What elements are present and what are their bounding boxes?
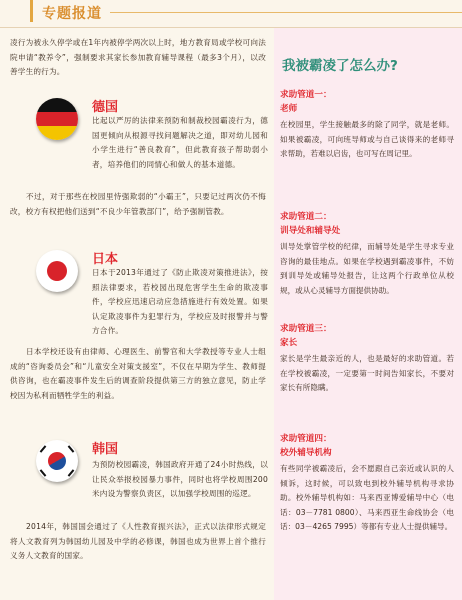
header-accent-bar — [30, 0, 33, 22]
sidebar-title: 我被霸凌了怎么办? — [282, 58, 398, 74]
japan-flag-icon — [36, 250, 78, 292]
korea-paragraph-2: 2014年，韩国国会通过了《人性教育振兴法》，正式以法律形式规定将人文教育列为韩国幼儿园及中学的必修课，韩国也成为世界上首个推行义务人文教育的国家。 — [10, 522, 266, 561]
channel-1-heading: 老师 — [280, 104, 298, 114]
korea-paragraph-1: 为预防校园霸凌，韩国政府开通了24小时热线，以让民众举报校园暴力事件，同时也将学校周围200米内设为警察负责区，以加强学校周围的巡逻。 — [92, 460, 268, 499]
japan-heading: 日本 — [92, 252, 119, 267]
intro-paragraph: 凌行为被永久停学或在1年内被停学两次以上时，地方教育局或学校可向法院申请“教养令”，强制要求其家长参加教育辅导课程（最多3个月），以改善学生的行为。 — [10, 38, 266, 77]
channel-4-heading: 校外辅导机构 — [280, 448, 332, 458]
korea-heading: 韩国 — [92, 442, 119, 457]
korea-flag-icon — [36, 440, 78, 482]
header-title: 专题报道 — [42, 6, 102, 22]
channel-2-text: 训导处掌管学校的纪律，而辅导处是学生寻求专业咨询的最佳地点。如果在学校遇到霸凌事件，不妨到训导处或辅导处报告，让这两个行政单位从校规，或从心灵辅导方面提供协助。 — [280, 242, 454, 295]
channel-2-heading: 训导处和辅导处 — [280, 226, 341, 236]
germany-heading: 德国 — [92, 100, 119, 115]
germany-paragraph-2: 不过，对于那些在校园里恃强欺弱的“小霸王”，只要记过两次仍不悔改，校方有权把他们送到“不良少年管教部门”，给予强制管教。 — [10, 192, 266, 216]
japan-paragraph-2: 日本学校还设有由律师、心理医生、前警官和大学教授等专业人士组成的“咨询委员会”和“儿童安全对策支援室”，不仅在早期为学生、教师提供咨询，也在霸凌事件发生后的调查阶段提供第三方的独立意见，防止学校因为私利而牺牲学生的利益。 — [10, 347, 266, 400]
channel-3-label: 求助管道三： — [280, 324, 332, 334]
section-header — [0, 0, 462, 28]
channel-3-text: 家长是学生最亲近的人，也是最好的求助管道。若在学校被霸凌，一定要第一时间告知家长，不要对家长有所隐瞒。 — [280, 354, 454, 393]
channel-4-text: 有些同学被霸凌后，会不愿跟自己亲近或认识的人倾诉，这时候，可以致电到校外辅导机构寻求协助。校外辅导机构如：马来西亚博爱辅导中心（电话：03－7781 0800）、马来西亚生命线协会（电话：03－4265 7995）等都有专业人士提供辅导。 — [280, 464, 454, 532]
channel-2-label: 求助管道二： — [280, 212, 332, 222]
germany-paragraph-1: 比起以严厉的法律来预防和制裁校园霸凌行为，德国更倾向从根源寻找问题解决之道，即对幼儿园和小学生进行“善良教育”，但此教育孩子帮助弱小者，培养他们的同情心和做人的基本道德。 — [92, 116, 268, 169]
header-divider — [110, 12, 462, 13]
japan-paragraph-1: 日本于2013年通过了《防止欺凌对策推进法》，按照法律要求，若校园出现危害学生生命的欺凌事件，学校应迅速启动应急措施进行有效处置。如果认定欺凌事件为犯罪行为，学校应及时报警并与警方合作。 — [92, 268, 268, 336]
channel-1-label: 求助管道一： — [280, 90, 332, 100]
channel-4-label: 求助管道四： — [280, 434, 332, 444]
germany-flag-icon — [36, 98, 78, 140]
channel-3-heading: 家长 — [280, 338, 298, 348]
channel-1-text: 在校园里，学生接触最多的除了同学，就是老师。如果被霸凌，可向班导师或与自己谈得来的老师寻求帮助，若难以启齿，也可写在周记里。 — [280, 120, 454, 159]
